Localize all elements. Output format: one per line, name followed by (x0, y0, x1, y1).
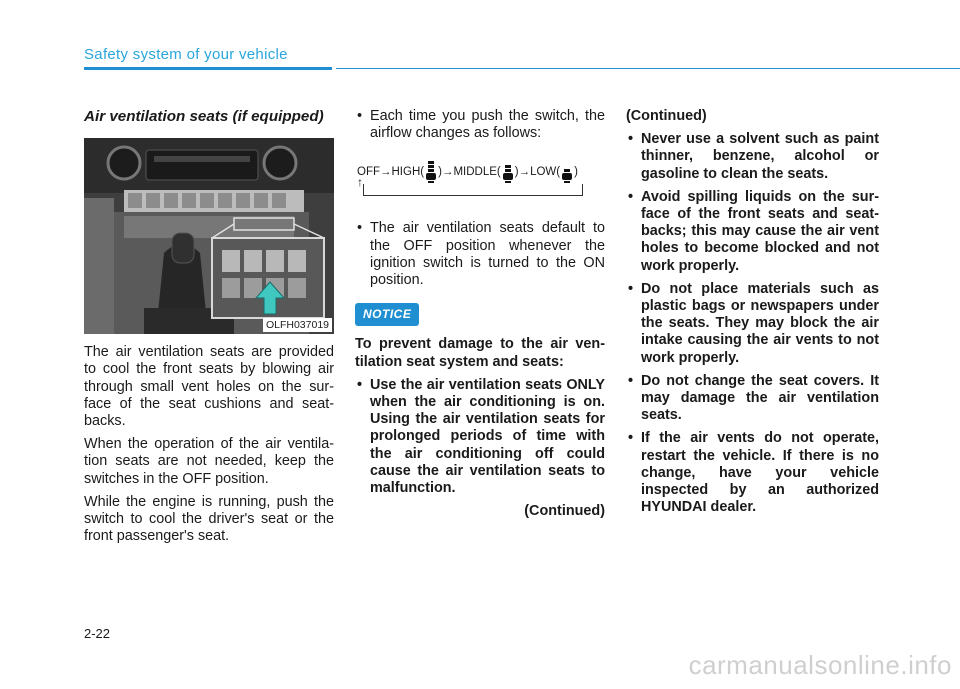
seq-middle: MIDDLE( (453, 166, 501, 179)
return-line (363, 184, 583, 196)
paragraph: When the operation of the air ventila-tion seats are not needed, keep the switches in the OFF position. (84, 436, 334, 487)
continued-label: (Continued) (524, 503, 605, 520)
notice-bullet-item: • Do not place materials such as plastic bags or newspapers under the seats. They may block the air intake causing the air vents to not work properly. (626, 281, 879, 367)
console-illustration (84, 138, 334, 334)
seq-low: LOW( (530, 166, 561, 179)
seq-high: HIGH( (391, 166, 425, 179)
airflow-sequence-line (357, 160, 578, 184)
airflow-sequence-diagram (355, 148, 605, 210)
console-photo (84, 138, 334, 334)
seat-vent-middle-icon (502, 160, 514, 184)
notice-bullet-item: • Use the air ventilation seats ONLY when the air conditioning is on. Using the air ventilation seats for prolonged periods of time with the air conditioning off could cause the air ventilation seats to malfunction. (355, 377, 605, 497)
paragraph: The air ventilation seats are provided to cool the front seats by blowing air through small vent holes on the sur-face of the seat cushions and seat-backs. (84, 344, 334, 430)
bullet-item: • Each time you push the switch, the airflow changes as follows: (355, 108, 605, 142)
notice-badge: NOTICE (355, 303, 419, 326)
page-number: 2-22 (84, 626, 111, 641)
notice-bullet-list (626, 131, 879, 516)
column-1 (84, 108, 334, 551)
bullet-item: • The air ventilation seats default to the OFF position whenever the ignition switch is turned to the ON position. (355, 220, 605, 289)
notice-bullet-item: • Do not change the seat covers. It may damage the air ventilation seats. (626, 373, 879, 425)
seat-vent-low-icon (561, 160, 573, 184)
seq-arrow: → (518, 166, 531, 179)
notice-bullet-item: • If the air vents do not operate, restart the vehicle. If there is no change, have your vehicle inspected by an authorized HYUNDAI dealer. (626, 430, 879, 516)
seq-close: ) (438, 166, 442, 179)
header-rule-thin (336, 68, 960, 69)
photo-caption: OLFH037019 (263, 318, 332, 332)
seq-arrow: → (441, 166, 454, 179)
paragraph: While the engine is running, push the switch to cool the driver's seat or the front passenger's seat. (84, 493, 334, 545)
return-arrow: ↑ (357, 175, 363, 190)
seat-vent-high-icon (425, 160, 437, 184)
continued-heading: (Continued) (626, 108, 707, 124)
bullet-list (355, 108, 605, 142)
seq-close: ) (514, 166, 519, 179)
header-title: Safety system of your vehicle (84, 46, 288, 63)
column-2 (355, 108, 605, 520)
notice-bullet-list (355, 377, 605, 497)
seq-arrow: → (380, 166, 392, 179)
bullet-list (355, 220, 605, 289)
column-3 (626, 108, 879, 522)
seq-off: OFF (357, 166, 380, 179)
watermark: carmanualsonline.info (688, 650, 952, 680)
notice-intro: To prevent damage to the air ven-tilation seat system and seats: (355, 336, 605, 370)
notice-bullet-item: • Avoid spilling liquids on the sur-face of the front seats and seat-backs; this may cause the air vent holes to become blocked and not work properly. (626, 189, 879, 275)
notice-bullet-item: • Never use a solvent such as paint thinner, benzene, alcohol or gasoline to clean the seats. (626, 131, 879, 183)
header-rule-thick (84, 67, 332, 70)
seq-close: ) (574, 166, 578, 179)
section-heading: Air ventilation seats (if equipped) (84, 108, 324, 125)
